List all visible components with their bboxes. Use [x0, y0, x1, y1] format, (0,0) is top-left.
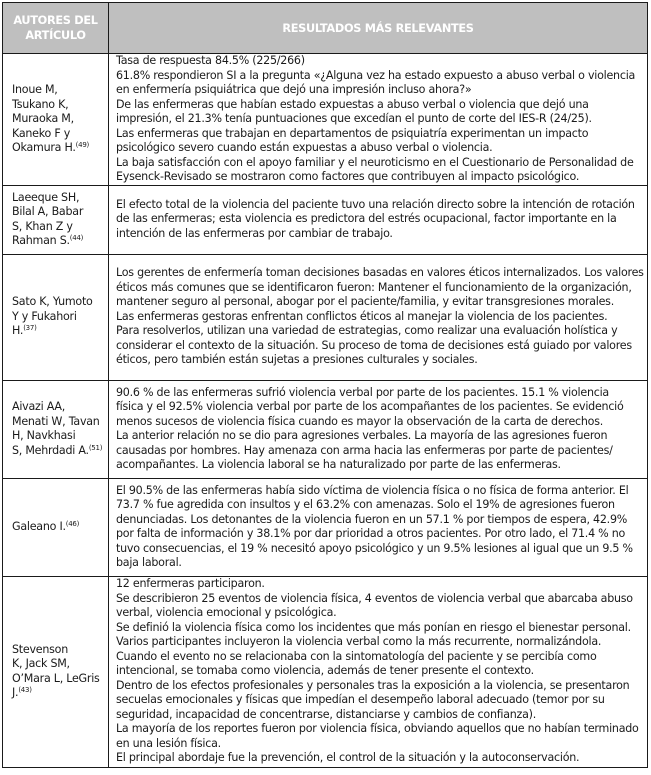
result-line: La baja satisfacción con el apoyo familiar y el neuroticismo en el Cuestionario de Personalidad de: [116, 155, 634, 169]
table-row: [3, 576, 648, 767]
result-line: De las enfermeras que habían estado expuestas a abuso verbal o violencia que dejó una: [116, 97, 589, 111]
author-text: Sato K, Yumoto: [12, 295, 93, 309]
result-line: intencional, se tomaba como violencia, además de tener presente el contexto.: [116, 664, 534, 678]
result-line: denunciadas. Los detonantes de la violencia fueron en un 57.1 % por tiempos de espera, 42.9%: [116, 512, 628, 526]
result-line: éticos, pero también están sujetas a presiones culturales y sociales.: [116, 353, 478, 367]
result-line: Para resolverlos, utilizan una variedad de estrategias, como realizar una evaluación holística y: [116, 324, 618, 338]
author-line: [12, 310, 106, 325]
author-line: [12, 98, 106, 113]
author-line: [12, 83, 106, 98]
reference-number: (44): [69, 234, 84, 242]
author-line: [12, 686, 106, 701]
result-line: física y el 92.5% violencia verbal por parte de los acompañantes de los pacientes. Se evidenció: [116, 400, 624, 413]
author-text: Tsukano K,: [12, 97, 69, 111]
author-line: [12, 324, 106, 339]
result-line: La anterior relación no se dio para agresiones verbales. La mayoría de las agresiones fueron: [116, 429, 608, 442]
author-line: [12, 234, 106, 249]
results-cell: [109, 478, 648, 576]
result-line: El principal abordaje fue la prevención, el control de la situación y la autoconservación.: [116, 751, 580, 765]
result-line: mantener seguro al personal, abogar por el paciente/familia, y evitar transgresiones morales.: [116, 295, 614, 309]
author-line: [12, 429, 106, 444]
author-text: Rahman S.: [12, 234, 70, 247]
author-line: [12, 400, 106, 415]
table-row: [3, 380, 648, 478]
result-line: Las enfermeras que trabajan en departamentos de psiquiatría experimentan un impacto: [116, 126, 589, 140]
author-line: [12, 205, 106, 220]
result-line: La mayoría de los reportes fueron por violencia física, obviando aquellos que no habían terminado: [116, 722, 639, 736]
table-row: [3, 54, 648, 186]
author-text: Menati W, Tavan: [12, 414, 100, 428]
result-line: Tasa de respuesta 84.5% (225/266): [116, 54, 305, 67]
author-text: Kaneko F y: [12, 126, 71, 140]
author-line: [12, 112, 106, 127]
result-line: 73.7 % fue agredida con insultos y el 63.2% con amenazas. Solo el 19% de agresiones fueron: [116, 498, 615, 511]
result-line: seguridad, incapacidad de concentrarse, distanciarse y cambios de confianza).: [116, 707, 537, 721]
author-text: J.: [12, 686, 19, 699]
table-row: [3, 185, 648, 254]
result-line: en enfermería psiquiátrica que dejó una impresión incluso ahora?»: [116, 83, 472, 96]
result-line: impresión, el 21.3% tenía puntuaciones que excedían el punto de corte del IES-R (24/25).: [116, 112, 592, 125]
result-line: tuvo consecuencias, el 19 % necesitó apoyo psicológico y un 9.5% lesiones al igual que un 9.5 %: [116, 541, 633, 555]
results-table: [2, 2, 648, 768]
authors-cell: [3, 254, 109, 380]
result-line: verbal, violencia emocional y psicológica.: [116, 606, 337, 620]
author-text: Bilal A, Babar: [12, 205, 84, 218]
result-line: Dentro de los efectos profesionales y personales tras la exposición a la violencia, se presentaron: [116, 678, 630, 692]
result-line: El 90.5% de las enfermeras había sido víctima de violencia física o no física de forma anterior. El: [116, 483, 629, 497]
result-line: menos sucesos de violencia física cuando es mayor la observación de la carta de derechos.: [116, 414, 604, 428]
author-line: [12, 295, 106, 310]
author-line: [12, 220, 106, 235]
author-text: Aivazi AA,: [12, 400, 65, 413]
result-line: Se describieron 25 eventos de violencia física, 4 eventos de violencia verbal que abarcaba abuso: [116, 591, 633, 605]
result-line: acompañantes. La violencia laboral se ha naturalizado por parte de las enfermeras.: [116, 458, 561, 471]
author-text: H.: [12, 324, 24, 338]
result-line: psicológico severo cuando están expuestas a abuso verbal o violencia.: [116, 141, 493, 154]
result-line: baja laboral.: [116, 556, 182, 569]
header-authors-line: ARTÍCULO: [25, 29, 86, 42]
results-cell: [109, 54, 648, 186]
result-line: por falta de información y 38.1% por dar prioridad a otros pacientes. Por otro lado, el 71.4 % no: [116, 527, 626, 540]
author-text: S, Khan Z y: [12, 219, 73, 233]
result-line: El efecto total de la violencia del paciente tuvo una relación directo sobre la intención de rotación: [116, 197, 635, 211]
result-line: éticos más comunes que se identificaron fueron: Mantener el funcionamiento de la organización,: [116, 280, 632, 294]
author-text: Laeeque SH,: [12, 190, 80, 204]
reference-number: (43): [18, 686, 32, 694]
author-line: [12, 191, 106, 206]
result-line: Los gerentes de enfermería toman decisiones basadas en valores éticos internalizados. Los valores: [116, 266, 644, 280]
author-text: Inoue M,: [12, 83, 58, 96]
authors-cell: [3, 54, 109, 186]
author-text: Muraoka M,: [12, 112, 74, 125]
results-cell: [109, 254, 648, 380]
reference-number: (46): [65, 519, 80, 528]
reference-number: (49): [75, 141, 90, 149]
author-text: Galeano I.: [12, 519, 66, 533]
reference-number: (37): [23, 324, 37, 333]
result-line: 12 enfermeras participaron.: [116, 577, 265, 591]
author-line: [12, 141, 106, 156]
author-text: H, Navkhasi: [12, 429, 76, 442]
author-text: Y y Fukahori: [12, 309, 77, 323]
table-row: [3, 254, 648, 380]
author-line: [12, 127, 106, 142]
authors-cell: [3, 380, 109, 478]
author-line: [12, 520, 106, 535]
result-line: Se definió la violencia física como los incidentes que más ponían en riesgo el bienestar personal.: [116, 620, 631, 634]
result-line: Las enfermeras gestoras enfrentan conflictos éticos al manejar la violencia de los pacientes.: [116, 309, 608, 323]
results-cell: [109, 576, 648, 767]
results-cell: [109, 185, 648, 254]
result-line: secuelas emocionales y físicas que impedían el desempeño laboral adecuado (temor por su: [116, 693, 605, 707]
result-line: Cuando el evento no se relacionaba con la sintomatología del paciente y se percibía como: [116, 649, 597, 663]
authors-cell: [3, 576, 109, 767]
authors-cell: [3, 185, 109, 254]
result-line: Eysenck-Revisado se mostraron como factores que contribuyen al impacto psicológico.: [116, 170, 580, 183]
table-header-row: [3, 3, 648, 54]
result-line: 61.8% respondieron SI a la pregunta «¿Alguna vez ha estado expuesto a abuso verbal o violencia: [116, 68, 636, 82]
result-line: 90.6 % de las enfermeras sufrió violencia verbal por parte de los pacientes. 15.1 % violencia: [116, 385, 609, 399]
author-text: O’Mara L, LeGris: [12, 671, 100, 685]
result-line: considerar el contexto de la situación. Su proceso de toma de decisiones está guiado por valores: [116, 338, 632, 352]
reference-number: (51): [88, 443, 103, 452]
author-line: [12, 672, 106, 687]
author-line: [12, 444, 106, 459]
result-line: intención de las enfermeras por cambiar de trabajo.: [116, 226, 393, 240]
author-text: Stevenson: [12, 642, 68, 656]
result-line: de las enfermeras; esta violencia es predictora del estrés ocupacional, factor importante en la: [116, 212, 617, 226]
author-line: [12, 643, 106, 658]
result-line: en una lesión física.: [116, 736, 221, 750]
author-line: [12, 657, 106, 672]
table-row: [3, 478, 648, 576]
author-text: K, Jack SM,: [12, 657, 70, 670]
header-results: RESULTADOS MÁS RELEVANTES: [109, 3, 648, 54]
header-authors-line: AUTORES DEL: [13, 14, 98, 27]
header-authors: [3, 3, 109, 54]
author-line: [12, 415, 106, 430]
authors-cell: [3, 478, 109, 576]
result-line: Varios participantes incluyeron la violencia verbal como la más recurrente, normalizándola.: [116, 635, 602, 649]
author-text: S, Mehrdadi A.: [12, 443, 89, 457]
results-cell: [109, 380, 648, 478]
result-line: causadas por hombres. Hay amenaza con arma hacia las enfermeras por parte de pacientes/: [116, 443, 613, 457]
author-text: Okamura H.: [12, 141, 76, 154]
